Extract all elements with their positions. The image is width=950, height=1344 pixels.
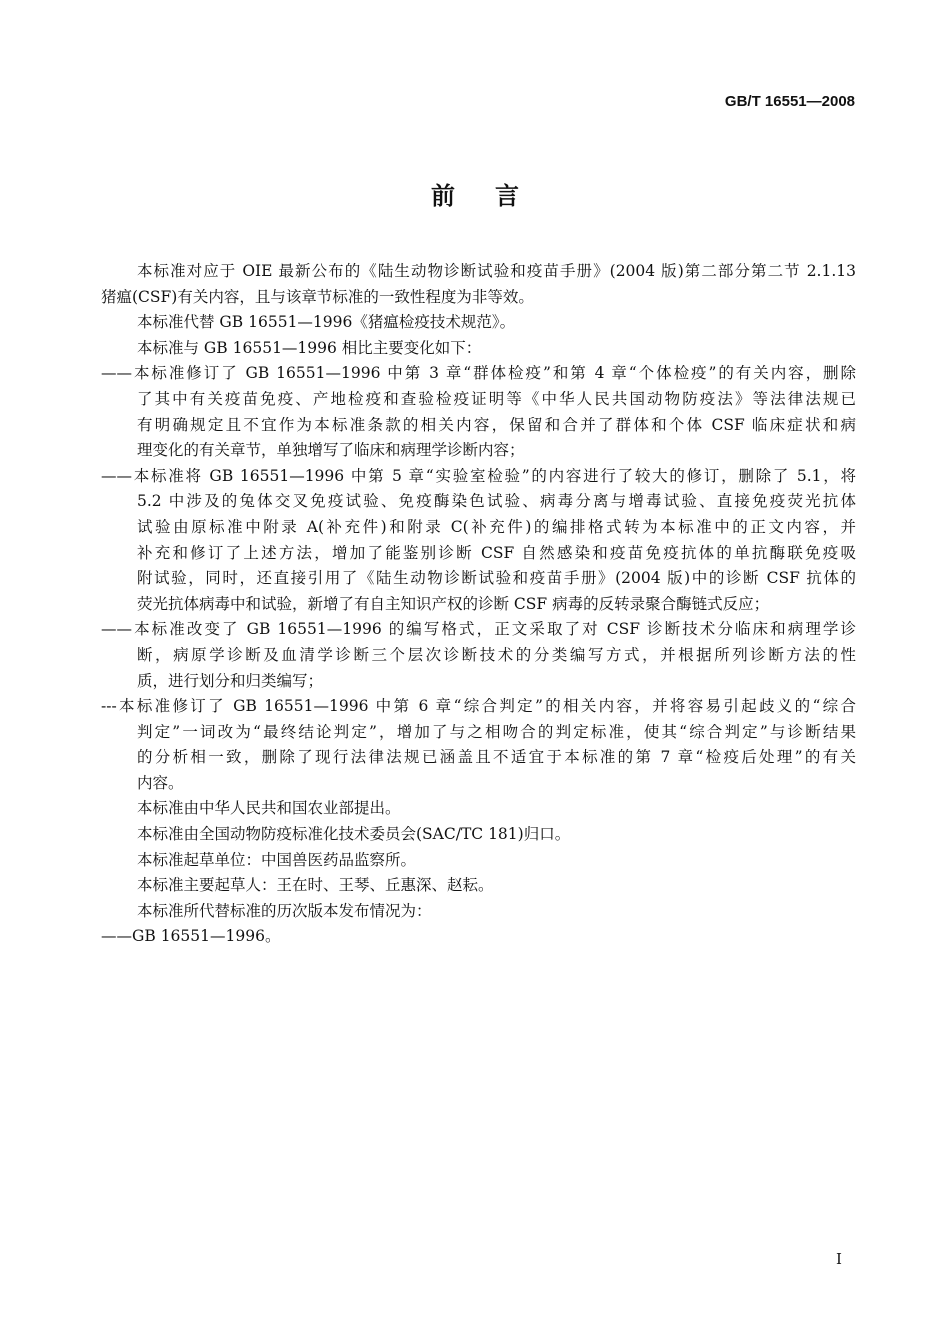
text-line: 本标准由中华人民共和国农业部提出。: [137, 799, 401, 818]
text-line: 内容。: [137, 773, 184, 792]
paragraph: [101, 873, 856, 899]
text-line: 判定”一词改为“最终结论判定”，增加了与之相吻合的判定标准，使其“综合判定”与诊断结果: [137, 722, 856, 741]
text-line: 5.2 中涉及的兔体交叉免疫试验、免疫酶染色试验、病毒分离与增毒试验、直接免疫荧光抗体: [137, 492, 856, 511]
text-line: 的分析相一致，删除了现行法律法规已涵盖且不适宜于本标准的第 7 章“检疫后处理”的有关: [137, 748, 856, 767]
text-line: 本标准由全国动物防疫标准化技术委员会(SAC/TC 181)归口。: [137, 825, 571, 844]
text-line: ——本标准将 GB 16551—1996 中第 5 章“实验室检验”的内容进行了较大的修订，删除了 5.1，将: [101, 466, 856, 485]
text-line: 断，病原学诊断及血清学诊断三个层次诊断技术的分类编写方式，并根据所列诊断方法的性: [137, 645, 856, 664]
text-line: 本标准对应于 OIE 最新公布的《陆生动物诊断试验和疫苗手册》(2004 版)第二部分第二节 2.1.13: [137, 262, 856, 280]
text-line: ——本标准修订了 GB 16551—1996 中第 3 章“群体检疫”和第 4 章“个体检疫”的有关内容，删除: [101, 364, 856, 383]
text-line: ---本标准修订了 GB 16551—1996 中第 6 章“综合判定”的相关内容，并将容易引起歧义的“综合: [101, 697, 856, 716]
bullet-item: [101, 617, 856, 694]
paragraph: [101, 310, 856, 336]
paragraph: [101, 796, 856, 822]
text-line: 本标准起草单位：中国兽医药品监察所。: [137, 850, 417, 869]
text-line: 荧光抗体病毒中和试验，新增了有自主知识产权的诊断 CSF 病毒的反转录聚合酶链式反应；: [137, 594, 770, 613]
paragraph: [101, 899, 856, 925]
document-body: [101, 259, 856, 950]
paragraph: [101, 336, 856, 362]
page-number: I: [836, 1250, 842, 1268]
paragraph: [101, 822, 856, 848]
text-line: 猪瘟(CSF)有关内容，且与该章节标准的一致性程度为非等效。: [101, 287, 534, 306]
text-line: 本标准主要起草人：王在时、王琴、丘惠深、赵耘。: [137, 876, 494, 895]
text-line: 本标准与 GB 16551—1996 相比主要变化如下：: [137, 338, 482, 357]
paragraph: [101, 848, 856, 874]
text-line: 理变化的有关章节，单独增写了临床和病理学诊断内容；: [137, 441, 525, 460]
standard-number-header: GB/T 16551—2008: [724, 93, 855, 110]
text-line: 了其中有关疫苗免疫、产地检疫和查验检疫证明等《中华人民共国动物防疫法》等法律法规已: [137, 389, 856, 408]
text-line: 本标准代替 GB 16551—1996《猪瘟检疫技术规范》。: [137, 313, 516, 332]
text-line: ——本标准改变了 GB 16551—1996 的编写格式，正文采取了对 CSF 诊断技术分临床和病理学诊: [101, 620, 856, 639]
paragraph: [101, 924, 856, 950]
text-line: 有明确规定且不宜作为本标准条款的相关内容，保留和合并了群体和个体 CSF 临床症状和病: [137, 415, 856, 434]
bullet-item: [101, 464, 856, 618]
text-line: 本标准所代替标准的历次版本发布情况为：: [137, 901, 432, 920]
paragraph: [101, 259, 856, 310]
bullet-item: [101, 361, 856, 463]
text-line: 质，进行划分和归类编写；: [137, 671, 324, 690]
text-line: 附试验，同时，还直接引用了《陆生动物诊断试验和疫苗手册》(2004 版)中的诊断 CSF 抗体的: [137, 569, 856, 588]
bullet-item: [101, 694, 856, 796]
text-line: ——GB 16551—1996。: [101, 927, 281, 946]
text-line: 试验由原标准中附录 A(补充件)和附录 C(补充件)的编排格式转为本标准中的正文内容，并: [137, 517, 856, 536]
text-line: 补充和修订了上述方法，增加了能鉴别诊断 CSF 自然感染和疫苗免疫抗体的单抗酶联免疫吸: [137, 543, 856, 562]
page-title: 前言: [431, 182, 559, 210]
